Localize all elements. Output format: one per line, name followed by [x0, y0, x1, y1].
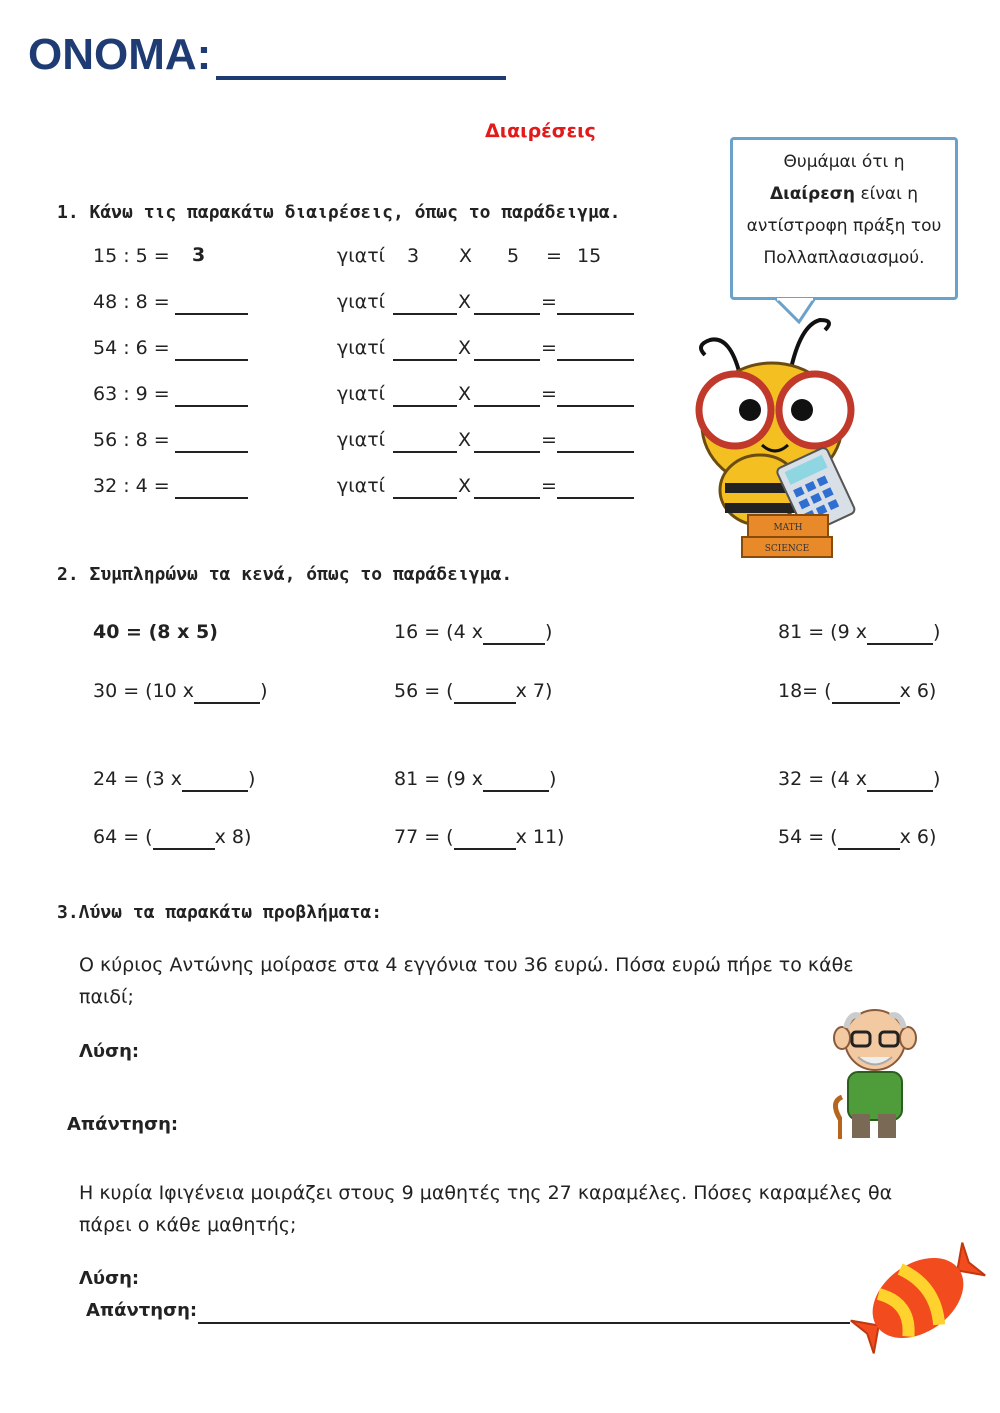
times-sign: X	[458, 291, 472, 313]
product-input[interactable]	[557, 293, 634, 315]
times-sign: X	[458, 337, 472, 359]
fill-input[interactable]	[838, 828, 900, 850]
example-answer: 3	[192, 244, 206, 266]
book-label-top: MATH	[773, 523, 803, 533]
tip-keyword: Διαίρεση	[769, 184, 856, 204]
fill-item: 18= ( x 6)	[778, 680, 937, 702]
example-factor-a: 3	[407, 245, 420, 267]
tip-line-1: Θυμάμαι ότι η	[783, 152, 905, 172]
because-label: γιατί	[337, 383, 386, 405]
quotient-input[interactable]	[175, 477, 248, 499]
problem1-text: Ο κύριος Αντώνης μοίρασε στα 4 εγγόνια του 36 ευρώ. Πόσα ευρώ πήρε το κάθε παιδί;	[79, 954, 854, 1008]
problem2-answer-input[interactable]	[198, 1302, 850, 1324]
equals-sign: =	[541, 291, 557, 313]
solution-label: Λύση:	[79, 1041, 140, 1062]
fill-input[interactable]	[867, 770, 933, 792]
name-label: ΟΝΟΜΑ:	[28, 30, 212, 79]
fill-item: 54 = ( x 6)	[778, 826, 937, 848]
problem1-solution-area[interactable]	[145, 1036, 789, 1100]
fill-item: 56 = ( x 7)	[394, 680, 553, 702]
section1-heading: 1. Κάνω τις παρακάτω διαιρέσεις, όπως το παράδειγμα.	[57, 202, 621, 223]
division-expression: 56 : 8 =	[93, 429, 170, 451]
tip-line-2: είναι η	[860, 184, 919, 204]
factor-b-input[interactable]	[474, 293, 540, 315]
section2-heading: 2. Συμπληρώνω τα κενά, όπως το παράδειγμα.	[57, 564, 513, 585]
division-expression: 48 : 8 =	[93, 291, 170, 313]
tip-bubble	[730, 137, 958, 300]
book-label-bottom: SCIENCE	[764, 544, 810, 554]
fill-item: 77 = ( x 11)	[394, 826, 565, 848]
answer-label: Απάντηση:	[67, 1114, 179, 1135]
fill-input[interactable]	[483, 770, 549, 792]
fill-item: 64 = ( x 8)	[93, 826, 252, 848]
factor-a-input[interactable]	[393, 477, 457, 499]
equals-sign: =	[541, 429, 557, 451]
factor-a-input[interactable]	[393, 293, 457, 315]
problem1-answer-input[interactable]	[180, 1110, 784, 1136]
solution-label: Λύση:	[79, 1268, 140, 1289]
factor-b-input[interactable]	[474, 385, 540, 407]
quotient-input[interactable]	[175, 431, 248, 453]
times-sign: X	[458, 429, 472, 451]
factor-b-input[interactable]	[474, 477, 540, 499]
equals-sign: =	[541, 337, 557, 359]
tip-line-4: Πολλαπλασιασμού.	[763, 248, 925, 268]
example-division: 15 : 5 =	[93, 245, 170, 267]
equals-sign: =	[541, 475, 557, 497]
quotient-input[interactable]	[175, 385, 248, 407]
fill-item: 24 = (3 x )	[93, 768, 256, 790]
worksheet-title: Διαιρέσεις	[485, 120, 596, 142]
fill-input[interactable]	[454, 828, 516, 850]
fill-input[interactable]	[832, 682, 900, 704]
fill-input[interactable]	[454, 682, 516, 704]
tip-line-3: αντίστροφη πράξη του	[746, 216, 942, 236]
example-equals: =	[546, 245, 562, 267]
division-expression: 63 : 9 =	[93, 383, 170, 405]
factor-a-input[interactable]	[393, 385, 457, 407]
fill-item: 30 = (10 x )	[93, 680, 268, 702]
because-label: γιατί	[337, 337, 386, 359]
candy-illustration	[848, 1228, 988, 1368]
example-because: γιατί	[337, 245, 386, 267]
fill-input[interactable]	[194, 682, 260, 704]
product-input[interactable]	[557, 385, 634, 407]
fill-item: 16 = (4 x )	[394, 621, 553, 643]
fill-input[interactable]	[483, 623, 545, 645]
bee-illustration	[690, 305, 865, 560]
quotient-input[interactable]	[175, 293, 248, 315]
factor-b-input[interactable]	[474, 431, 540, 453]
name-field-line[interactable]	[216, 76, 506, 80]
fill-input[interactable]	[182, 770, 248, 792]
problem2-solution-area[interactable]	[145, 1264, 789, 1296]
example-times: X	[459, 245, 473, 267]
times-sign: X	[458, 475, 472, 497]
product-input[interactable]	[557, 339, 634, 361]
factor-a-input[interactable]	[393, 431, 457, 453]
problem2-text: Η κυρία Ιφιγένεια μοιράζει στους 9 μαθητές της 27 καραμέλες. Πόσες καραμέλες θα πάρει ο κάθε μαθητής;	[79, 1182, 893, 1236]
equals-sign: =	[541, 383, 557, 405]
fill-example: 40 = (8 x 5)	[93, 621, 218, 643]
example-factor-b: 5	[507, 245, 520, 267]
fill-item: 81 = (9 x )	[394, 768, 557, 790]
division-expression: 54 : 6 =	[93, 337, 170, 359]
factor-b-input[interactable]	[474, 339, 540, 361]
factor-a-input[interactable]	[393, 339, 457, 361]
section3-heading: 3.Λύνω τα παρακάτω προβλήματα:	[57, 902, 383, 923]
grandpa-illustration	[820, 1002, 930, 1140]
product-input[interactable]	[557, 477, 634, 499]
example-product: 15	[577, 245, 602, 267]
fill-item: 32 = (4 x )	[778, 768, 941, 790]
because-label: γιατί	[337, 429, 386, 451]
fill-item: 81 = (9 x )	[778, 621, 941, 643]
answer-label: Απάντηση:	[86, 1300, 198, 1321]
quotient-input[interactable]	[175, 339, 248, 361]
fill-input[interactable]	[153, 828, 215, 850]
fill-input[interactable]	[867, 623, 933, 645]
because-label: γιατί	[337, 475, 386, 497]
product-input[interactable]	[557, 431, 634, 453]
because-label: γιατί	[337, 291, 386, 313]
times-sign: X	[458, 383, 472, 405]
division-expression: 32 : 4 =	[93, 475, 170, 497]
